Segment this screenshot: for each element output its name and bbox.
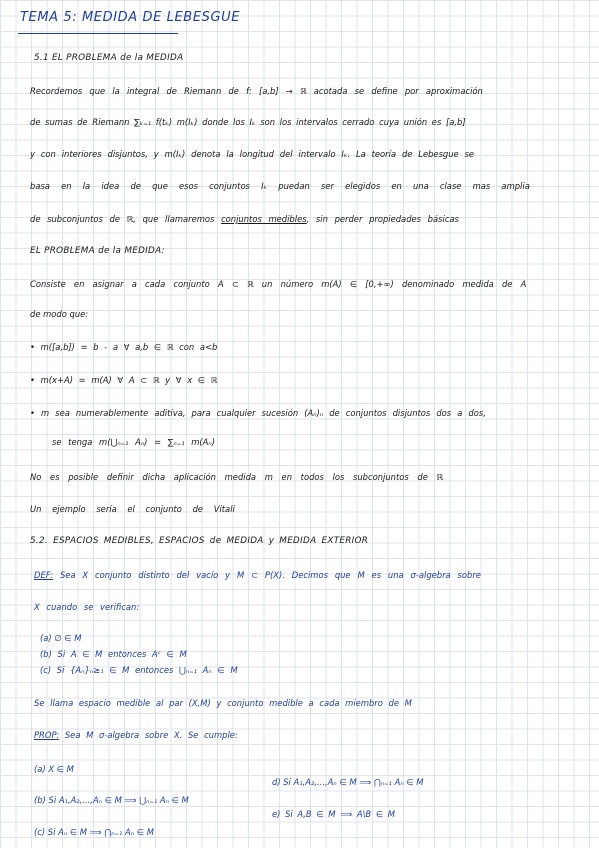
proposition-item: e) Si A,B ∈ M ⟹ A\B ∈ M	[272, 809, 395, 819]
def-text: Sea X conjunto distinto del vacío y M ⊂ P(X). Decimos que M es una σ-algebra sobre	[59, 570, 481, 580]
subheading-problema: EL PROBLEMA de la MEDIDA:	[30, 246, 165, 256]
bullet-item: • m sea numerablemente aditiva, para cualquier sucesión (Aₙ)ₙ de conjuntos disjuntos dos a dos,	[30, 408, 486, 418]
bullet-item: • m([a,b]) = b - a ∀ a,b ∈ ℝ con a<b	[30, 342, 218, 352]
paragraph-line: Recordemos que la integral de Riemann de f: [a,b] → ℝ acotada se define por aproximación	[30, 86, 483, 96]
proposition-item: (c) Si Aₙ ∈ M ⟹ ⋂ₙ₌₁ Aₙ ∈ M	[34, 827, 154, 837]
term-conjuntos-medibles: conjuntos medibles	[221, 214, 307, 224]
paragraph-line: y con interiores disjuntos, y m(Iₖ) denota la longitud del intervalo Iₖ. La teoría de Lebesgue se	[30, 149, 475, 159]
definition-item: (a) ∅ ∈ M	[40, 633, 82, 643]
paragraph-line: No es posible definir dicha aplicación medida m en todos los subconjuntos de ℝ	[30, 472, 444, 482]
definition-item: (b) Si A ∈ M entonces Aᶜ ∈ M	[40, 649, 187, 659]
title-underline	[18, 33, 178, 34]
definition-item: (c) Si {Aₙ}ₙ≥₁ ∈ M entonces ⋃ₙ₌₁ Aₙ ∈ M	[40, 665, 238, 675]
proposition-item: (a) X ∈ M	[34, 764, 74, 774]
paragraph-line: Consiste en asignar a cada conjunto A ⊂ ℝ un número m(A) ∈ [0,+∞) denominado medida de A	[30, 279, 527, 289]
proposition-item: (b) Si A₁,A₂,...,Aₙ ∈ M ⟹ ⋃ₙ₌₁ Aₙ ∈ M	[34, 795, 189, 805]
espacio-medible-line: Se llama espacio medible al par (X,M) y conjunto medible a cada miembro de M	[34, 698, 412, 708]
prop-label: PROP:	[34, 730, 60, 740]
paragraph-text: , sin perder propiedades básicas	[306, 214, 459, 224]
def-label: DEF:	[34, 570, 54, 580]
definition-line: X cuando se verifican:	[34, 602, 140, 612]
paragraph-line: Un ejemplo sería el conjunto de Vitali	[30, 504, 235, 514]
paragraph-line: de modo que:	[30, 309, 89, 319]
section-heading-5-2: 5.2. ESPACIOS MEDIBLES, ESPACIOS de MEDIDA y MEDIDA EXTERIOR	[30, 536, 369, 546]
bullet-item: se tenga m(⋃ₙ₌₁ Aₙ) = ∑ₙ₌₁ m(Aₙ)	[52, 437, 215, 447]
paragraph-line	[30, 213, 459, 225]
proposition-line	[34, 729, 238, 741]
page-title: TEMA 5: MEDIDA DE LEBESGUE	[20, 10, 241, 25]
paragraph-text: de subconjuntos de ℝ, que llamaremos	[30, 214, 215, 224]
proposition-item: d) Si A₁,A₂,...,Aₙ ∈ M ⟹ ⋂ₙ₌₁ Aₙ ∈ M	[272, 777, 424, 787]
section-heading-5-1: 5.1 EL PROBLEMA de la MEDIDA	[34, 53, 184, 63]
paragraph-line: basa en la idea de que esos conjuntos Iₖ puedan ser elegidos en una clase mas amplia	[30, 181, 530, 191]
definition-line	[34, 569, 481, 581]
prop-text: Sea M σ-algebra sobre X. Se cumple:	[64, 730, 238, 740]
bullet-item: • m(x+A) = m(A) ∀ A ⊂ ℝ y ∀ x ∈ ℝ	[30, 375, 218, 385]
paragraph-line: de sumas de Riemann ∑ₖ₌₁ f(tₖ) m(Iₖ) donde los Iₖ son los intervalos cerrado cuya unión es [a,b]	[30, 117, 466, 127]
